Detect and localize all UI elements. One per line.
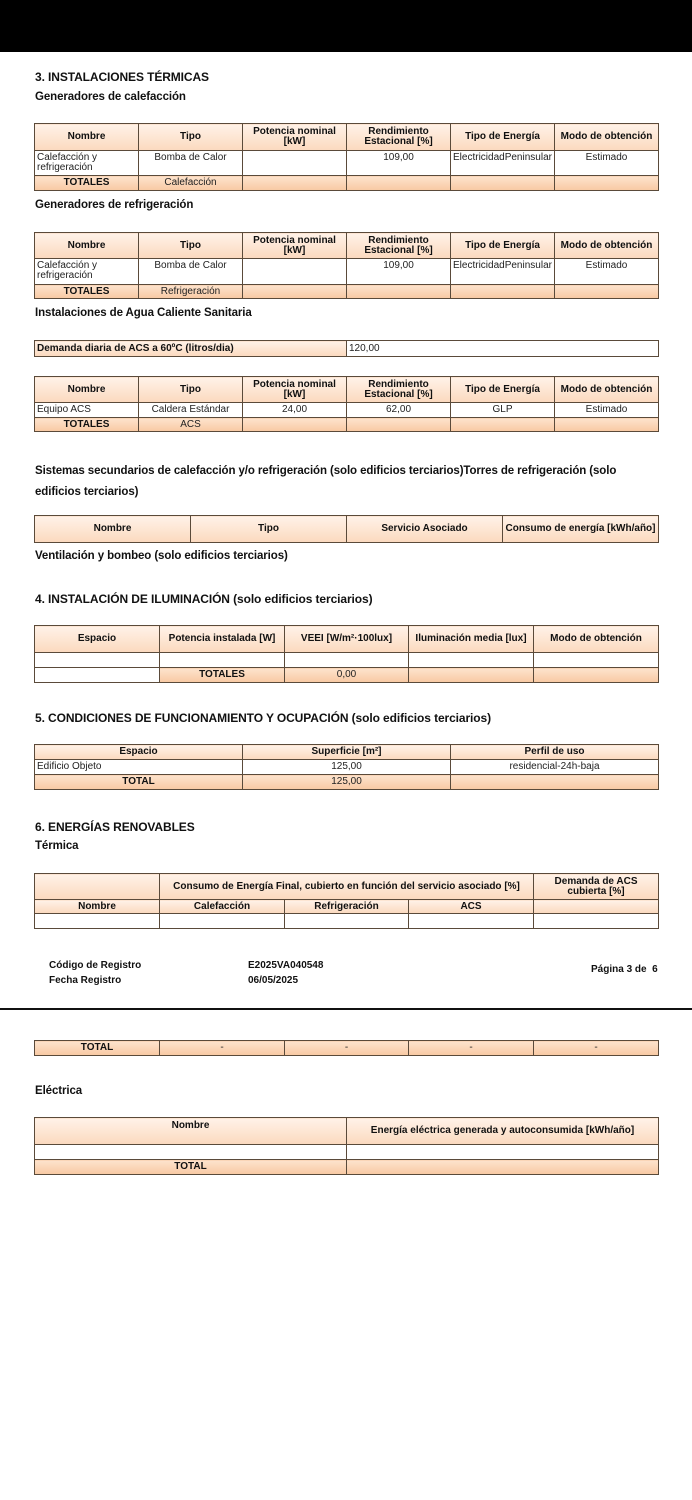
col-header: Tipo: [191, 516, 347, 543]
table-header-row: [35, 900, 659, 914]
totals-cell: [451, 418, 555, 432]
col-header: Nombre: [35, 1118, 347, 1145]
table-group-header-row: [35, 874, 659, 900]
registry-date-value: 06/05/2025: [248, 975, 299, 986]
totals-energia: [347, 1160, 659, 1175]
col-header: Nombre: [35, 233, 139, 259]
totals-row: [35, 668, 659, 683]
col-header: Modo de obtención: [534, 626, 659, 653]
col-header: Consumo de energía [kWh/año]: [503, 516, 659, 543]
totals-label: TOTAL: [35, 1160, 347, 1175]
table-row: [35, 914, 659, 929]
section-5-title: [35, 711, 491, 725]
col-header: Tipo de Energía: [451, 124, 555, 151]
group-header: Consumo de Energía Final, cubierto en función del servicio asociado [%]: [160, 874, 534, 900]
cell-nombre: [35, 1145, 347, 1160]
col-header: Nombre: [35, 124, 139, 151]
secondary-systems-table: [34, 515, 659, 543]
cell-refrigeracion: [285, 914, 409, 929]
cell-espacio: [35, 653, 160, 668]
col-header: Potencia instalada [W]: [160, 626, 285, 653]
page-number: Página 3 de 6: [591, 964, 658, 975]
totals-cell: [347, 418, 451, 432]
secondary-systems-subtitle: Sistemas secundarios de calefacción y/o refrigeración (solo edificios terciarios)Torres de refrigeración (solo edificios terciarios): [35, 465, 617, 498]
col-header: Potencia nominal [kW]: [243, 124, 347, 151]
cell-tipo-energia: ElectricidadPeninsular: [451, 259, 555, 285]
table-header-row: [35, 745, 659, 760]
cell-potencia: [160, 653, 285, 668]
section-4-title: [35, 592, 372, 606]
table-row: [35, 653, 659, 668]
totals-cell: ACS: [139, 418, 243, 432]
totals-cell: [555, 418, 659, 432]
col-header: Tipo de Energía: [451, 233, 555, 259]
totals-cell: [555, 176, 659, 191]
table-header-row: [35, 233, 659, 259]
cell-potencia: [243, 259, 347, 285]
col-header: Energía eléctrica generada y autoconsumida [kWh/año]: [347, 1118, 659, 1145]
col-header-empty: [534, 900, 659, 914]
thermal-renewables-table: [34, 873, 659, 929]
electric-renewables-table: [34, 1117, 659, 1175]
col-header: Potencia nominal [kW]: [243, 233, 347, 259]
registry-code-label: Código de Registro: [49, 960, 142, 971]
totals-veei: 0,00: [285, 668, 409, 683]
totals-label: TOTALES: [160, 668, 285, 683]
totals-cell: [243, 418, 347, 432]
totals-label: TOTALES: [35, 418, 139, 432]
col-header: Rendimiento Estacional [%]: [347, 377, 451, 403]
cell-tipo: Bomba de Calor: [139, 151, 243, 176]
cell-modo: [534, 653, 659, 668]
col-header: Tipo de Energía: [451, 377, 555, 403]
cell-acs: [409, 914, 534, 929]
totals-cell: [451, 775, 659, 790]
totals-refrigeracion: -: [285, 1041, 409, 1056]
cell-tipo-energia: ElectricidadPeninsular: [451, 151, 555, 176]
col-header: ACS: [409, 900, 534, 914]
thermal-renewables-totals-table: [34, 1040, 659, 1056]
totals-cell: [243, 285, 347, 299]
col-header: Tipo: [139, 377, 243, 403]
cell-calefaccion: [160, 914, 285, 929]
table-header-row: [35, 516, 659, 543]
heating-generators-subtitle: Generadores de calefacción: [35, 91, 186, 103]
cell-tipo: Caldera Estándar: [139, 403, 243, 418]
table-row: [35, 1145, 659, 1160]
cell-potencia: 24,00: [243, 403, 347, 418]
totals-calefaccion: -: [160, 1041, 285, 1056]
cell-demanda: [534, 914, 659, 929]
col-header: Nombre: [35, 900, 160, 914]
cell-espacio: Edificio Objeto: [35, 760, 243, 775]
acs-demand-value: 120,00: [347, 341, 659, 357]
totals-cell: [451, 176, 555, 191]
cell-modo: Estimado: [555, 151, 659, 176]
acs-equipment-table: [34, 376, 659, 432]
col-header: Nombre: [35, 516, 191, 543]
col-header: Potencia nominal [kW]: [243, 377, 347, 403]
table-header-row: [35, 124, 659, 151]
totals-acs: -: [409, 1041, 534, 1056]
cell-veei: [285, 653, 409, 668]
col-header: Perfil de uso: [451, 745, 659, 760]
cell-nombre: Calefacción y refrigeración: [35, 151, 139, 176]
page-break-divider: [0, 1008, 692, 1010]
col-header: Rendimiento Estacional [%]: [347, 233, 451, 259]
totals-label: TOTAL: [35, 775, 243, 790]
cell-nombre: [35, 914, 160, 929]
totals-cell: [555, 285, 659, 299]
col-header: Superficie [m²]: [243, 745, 451, 760]
col-header: Tipo: [139, 124, 243, 151]
col-header: Servicio Asociado: [347, 516, 503, 543]
electric-renewables-subtitle: Eléctrica: [35, 1085, 83, 1097]
cell-rendimiento: 109,00: [347, 151, 451, 176]
acs-installations-subtitle: Instalaciones de Agua Caliente Sanitaria: [35, 307, 252, 319]
table-header-row: [35, 377, 659, 403]
cell-superficie: 125,00: [243, 760, 451, 775]
acs-demand-label: Demanda diaria de ACS a 60ºC (litros/dia): [35, 341, 347, 357]
top-black-bar: [0, 0, 692, 52]
totals-row: [35, 285, 659, 299]
col-header: Nombre: [35, 377, 139, 403]
totals-cell: Refrigeración: [139, 285, 243, 299]
cell-modo: Estimado: [555, 259, 659, 285]
cell-perfil: residencial-24h-baja: [451, 760, 659, 775]
col-header: Demanda de ACS cubierta [%]: [534, 874, 659, 900]
col-header: Iluminación media [lux]: [409, 626, 534, 653]
totals-cell: [347, 285, 451, 299]
totals-row: [35, 1041, 659, 1056]
section-3-title: 3. INSTALACIONES TÉRMICAS: [35, 70, 209, 84]
totals-label: TOTAL: [35, 1041, 160, 1056]
totals-row: [35, 176, 659, 191]
totals-label: TOTALES: [35, 285, 139, 299]
table-row: [35, 341, 659, 357]
col-header: Modo de obtención: [555, 377, 659, 403]
section-4-title-main: 4. INSTALACIÓN DE ILUMINACIÓN: [35, 592, 230, 606]
table-row: [35, 151, 659, 176]
table-row: [35, 403, 659, 418]
section-5-title-suffix: (solo edificios terciarios): [351, 711, 491, 725]
registry-date-label: Fecha Registro: [49, 975, 122, 986]
col-header: Calefacción: [160, 900, 285, 914]
cell-iluminacion: [409, 653, 534, 668]
col-header-empty: [35, 874, 160, 900]
totals-row: [35, 1160, 659, 1175]
table-row: [35, 259, 659, 285]
section-5-title-main: 5. CONDICIONES DE FUNCIONAMIENTO Y OCUPACIÓN: [35, 711, 349, 725]
lighting-table: [34, 625, 659, 683]
totals-label: TOTALES: [35, 176, 139, 191]
registry-code-value: E2025VA040548: [248, 960, 324, 971]
col-header: Rendimiento Estacional [%]: [347, 124, 451, 151]
cell-modo: Estimado: [555, 403, 659, 418]
ventilation-subtitle: Ventilación y bombeo (solo edificios terciarios): [35, 550, 288, 562]
cell-nombre: Equipo ACS: [35, 403, 139, 418]
col-header: Tipo: [139, 233, 243, 259]
cell-nombre: Calefacción y refrigeración: [35, 259, 139, 285]
col-header: Modo de obtención: [555, 233, 659, 259]
acs-demand-table: [34, 340, 659, 357]
table-row: [35, 760, 659, 775]
col-header: Espacio: [35, 626, 160, 653]
cooling-generators-table: [34, 232, 659, 299]
totals-cell: [243, 176, 347, 191]
totals-cell: [347, 176, 451, 191]
totals-cell: [35, 668, 160, 683]
cell-tipo-energia: GLP: [451, 403, 555, 418]
cell-rendimiento: 62,00: [347, 403, 451, 418]
cell-rendimiento: 109,00: [347, 259, 451, 285]
totals-demanda: -: [534, 1041, 659, 1056]
totals-superficie: 125,00: [243, 775, 451, 790]
heating-generators-table: [34, 123, 659, 191]
section-6-title: 6. ENERGÍAS RENOVABLES: [35, 820, 195, 834]
totals-row: [35, 418, 659, 432]
cell-potencia: [243, 151, 347, 176]
col-header: Espacio: [35, 745, 243, 760]
col-header: Modo de obtención: [555, 124, 659, 151]
totals-cell: Calefacción: [139, 176, 243, 191]
totals-cell: [451, 285, 555, 299]
thermal-renewables-subtitle: Térmica: [35, 840, 79, 852]
totals-row: [35, 775, 659, 790]
table-header-row: [35, 626, 659, 653]
col-header: Refrigeración: [285, 900, 409, 914]
cooling-generators-subtitle: Generadores de refrigeración: [35, 199, 194, 211]
col-header: VEEI [W/m²·100lux]: [285, 626, 409, 653]
section-4-title-suffix: (solo edificios terciarios): [233, 592, 373, 606]
totals-cell: [534, 668, 659, 683]
occupancy-table: [34, 744, 659, 790]
cell-tipo: Bomba de Calor: [139, 259, 243, 285]
cell-energia: [347, 1145, 659, 1160]
table-header-row: [35, 1118, 659, 1145]
totals-cell: [409, 668, 534, 683]
